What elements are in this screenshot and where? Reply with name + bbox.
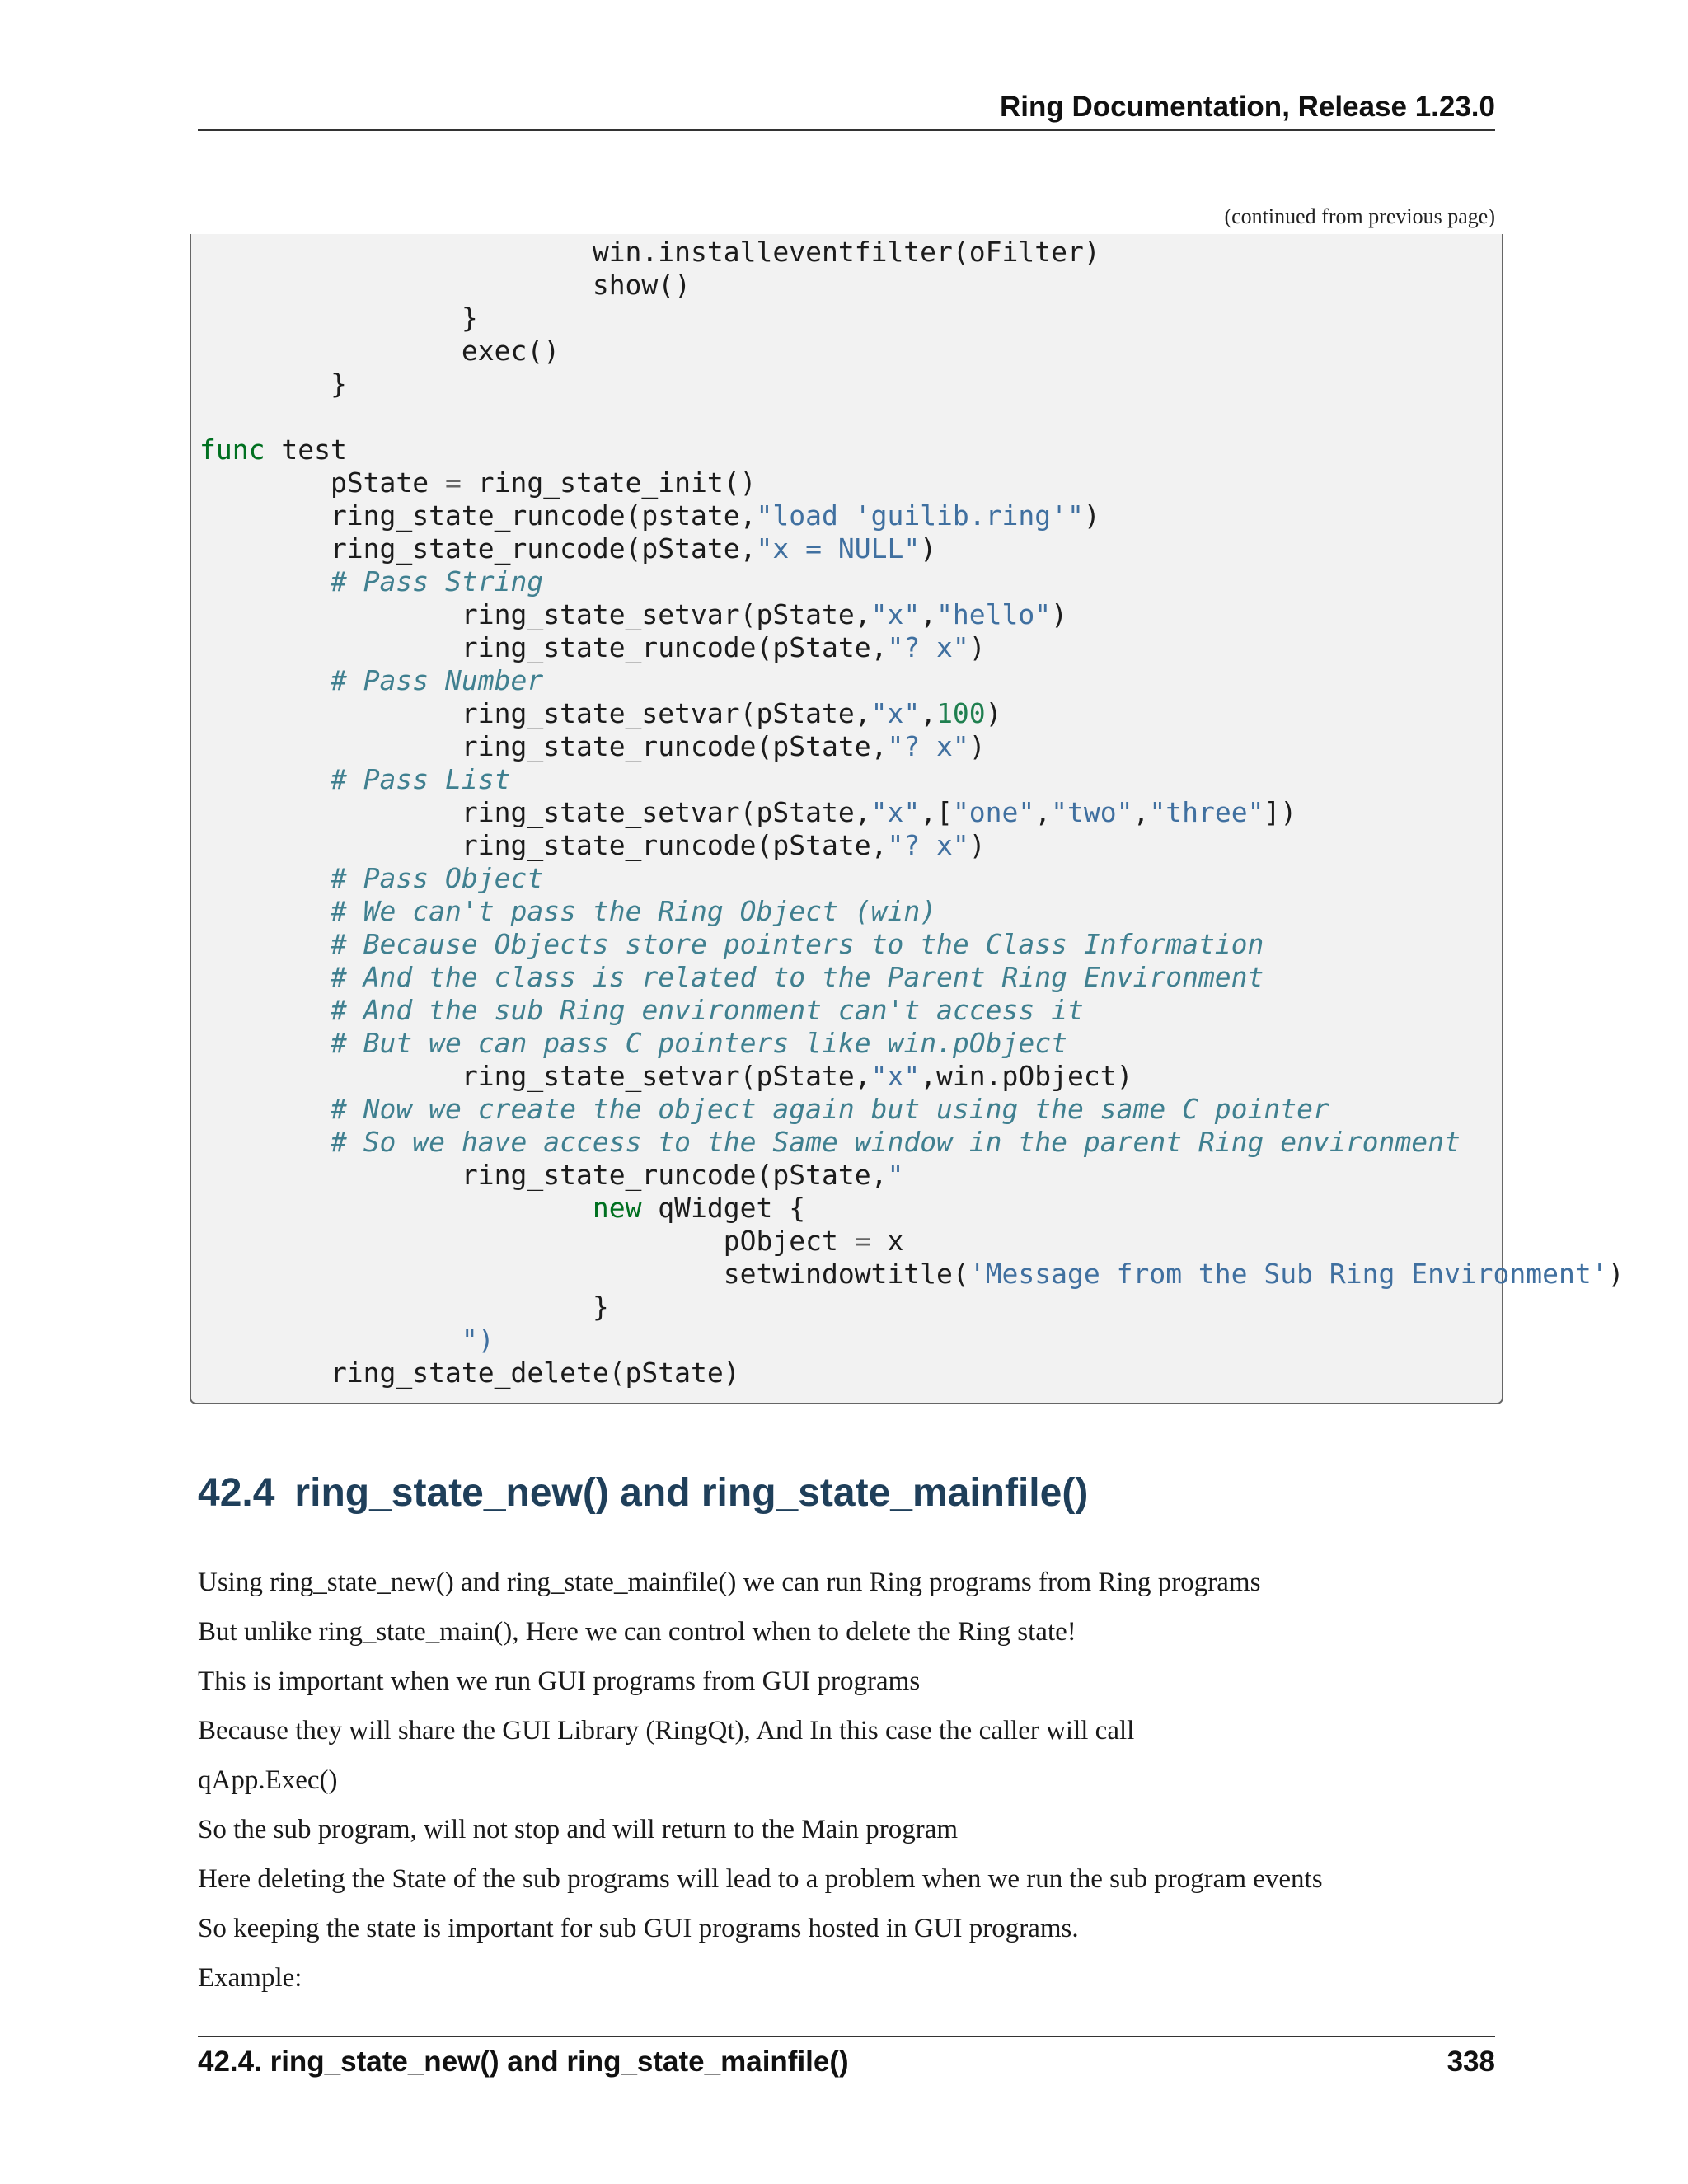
code-comment: # And the class is related to the Parent Ring Environment — [330, 961, 1264, 993]
code-line — [199, 565, 1625, 598]
code-line — [199, 631, 1625, 664]
code-text: } — [199, 302, 478, 334]
code-text — [199, 862, 331, 894]
section-number: 42.4 — [198, 1471, 275, 1515]
code-number: 100 — [936, 697, 986, 729]
code-string: "load 'guilib.ring'" — [756, 499, 1084, 532]
code-line — [199, 1357, 1625, 1390]
code-text: ) — [1051, 598, 1068, 630]
paragraph: Using ring_state_new() and ring_state_mainfile() we can run Ring programs from Ring programs — [198, 1568, 1261, 1597]
code-line — [199, 269, 1625, 302]
code-text: ring_state_init() — [461, 466, 757, 499]
code-string: "? x" — [887, 730, 969, 762]
code-line — [199, 1027, 1625, 1060]
code-string: "x" — [870, 1060, 921, 1092]
code-text: ring_state_runcode(pState, — [199, 829, 888, 861]
code-comment: # So we have access to the Same window in the parent Ring environment — [330, 1126, 1461, 1158]
code-text: show() — [199, 269, 692, 301]
code-text: qWidget { — [641, 1192, 806, 1224]
code-text — [199, 1093, 331, 1125]
code-line — [199, 994, 1625, 1027]
code-line — [199, 664, 1625, 697]
paragraph: Because they will share the GUI Library (RingQt), And In this case the caller will call — [198, 1716, 1135, 1746]
code-text: ring_state_runcode(pState, — [199, 1159, 888, 1191]
paragraph: Here deleting the State of the sub programs will lead to a problem when we run the sub program events — [198, 1864, 1323, 1894]
code-string: "three" — [1149, 796, 1264, 828]
code-comment: # Now we create the object again but using the same C pointer — [330, 1093, 1329, 1125]
paragraph: This is important when we run GUI programs from GUI programs — [198, 1666, 921, 1696]
code-text: pObject — [199, 1225, 855, 1257]
section-heading — [198, 1470, 1088, 1516]
code-string: "? x" — [887, 631, 969, 663]
code-line — [199, 1126, 1625, 1159]
paragraph: So the sub program, will not stop and will return to the Main program — [198, 1815, 959, 1844]
code-keyword: func — [199, 434, 265, 466]
footer-rule — [198, 2036, 1495, 2037]
paragraph: Example: — [198, 1963, 302, 1993]
code-line — [199, 598, 1625, 631]
code-comment: # Pass Number — [330, 664, 544, 696]
code-string: 'Message from the Sub Ring Environment' — [968, 1258, 1608, 1290]
code-text: , — [920, 697, 937, 729]
code-text — [199, 1324, 462, 1356]
code-line — [199, 895, 1625, 928]
code-text: win.installeventfilter(oFilter) — [199, 236, 1100, 268]
code-text: , — [920, 598, 937, 630]
code-text — [199, 763, 331, 795]
code-string: "x = NULL" — [756, 532, 921, 565]
code-text — [199, 1126, 331, 1158]
code-text — [199, 565, 331, 598]
header-rule — [198, 129, 1495, 131]
code-text: test — [265, 434, 347, 466]
code-line — [199, 499, 1625, 532]
code-line — [199, 1159, 1625, 1192]
code-line — [199, 697, 1625, 730]
code-text: ring_state_runcode(pState, — [199, 532, 757, 565]
code-text — [199, 1192, 593, 1224]
code-line — [199, 302, 1625, 335]
code-line — [199, 796, 1625, 829]
code-string: "x" — [870, 796, 921, 828]
code-text: ring_state_setvar(pState, — [199, 1060, 871, 1092]
code-text: ,win.pObject) — [920, 1060, 1133, 1092]
code-line — [199, 335, 1625, 368]
code-line — [199, 829, 1625, 862]
code-text: ) — [920, 532, 937, 565]
code-comment: # But we can pass C pointers like win.pObject — [330, 1027, 1067, 1059]
code-text: , — [1132, 796, 1150, 828]
code-text: ring_state_runcode(pstate, — [199, 499, 757, 532]
page-number: 338 — [1447, 2046, 1495, 2078]
code-text: ring_state_delete(pState) — [199, 1357, 740, 1389]
code-keyword: new — [592, 1192, 642, 1224]
code-line — [199, 763, 1625, 796]
running-header: Ring Documentation, Release 1.23.0 — [999, 91, 1495, 123]
code-line — [199, 1225, 1625, 1258]
code-operator: = — [445, 466, 462, 499]
code-text: ]) — [1264, 796, 1297, 828]
code-text: ) — [968, 829, 986, 861]
code-comment: # Pass List — [330, 763, 511, 795]
code-comment: # Because Objects store pointers to the Class Information — [330, 928, 1264, 960]
code-text — [199, 994, 331, 1026]
code-string: "? x" — [887, 829, 969, 861]
code-line — [199, 1093, 1625, 1126]
code-line — [199, 434, 1625, 466]
code-text: setwindowtitle( — [199, 1258, 969, 1290]
paragraph: So keeping the state is important for sub GUI programs hosted in GUI programs. — [198, 1914, 1079, 1943]
code-line — [199, 236, 1625, 269]
code-line — [199, 1324, 1625, 1357]
code-line — [199, 961, 1625, 994]
code-line — [199, 368, 1625, 401]
code-text — [199, 895, 331, 927]
code-text — [199, 961, 331, 993]
code-line — [199, 466, 1625, 499]
code-text: } — [199, 1291, 609, 1323]
code-comment: # And the sub Ring environment can't access it — [330, 994, 1084, 1026]
code-line — [199, 401, 1625, 434]
code-string: "x" — [870, 697, 921, 729]
code-text: ) — [1083, 499, 1100, 532]
code-text — [199, 664, 331, 696]
code-line — [199, 928, 1625, 961]
code-line — [199, 1060, 1625, 1093]
code-block — [190, 234, 1625, 1404]
code-text: ring_state_setvar(pState, — [199, 796, 871, 828]
code-comment: # Pass String — [330, 565, 544, 598]
code-text: , — [1034, 796, 1052, 828]
section-title-text: ring_state_new() and ring_state_mainfile() — [294, 1471, 1089, 1515]
code-text: ) — [1607, 1258, 1625, 1290]
code-string: "two" — [1051, 796, 1133, 828]
code-text: ring_state_runcode(pState, — [199, 730, 888, 762]
code-string: "hello" — [936, 598, 1052, 630]
code-line — [199, 1192, 1625, 1225]
footer-section-label: 42.4. ring_state_new() and ring_state_mainfile() — [198, 2046, 849, 2078]
code-listing — [199, 236, 1625, 1390]
code-comment: # Pass Object — [330, 862, 544, 894]
code-text: ring_state_setvar(pState, — [199, 598, 871, 630]
code-text: ) — [968, 631, 986, 663]
code-text — [199, 1027, 331, 1059]
code-string: "x" — [870, 598, 921, 630]
continued-label: (continued from previous page) — [1224, 204, 1495, 228]
code-text: exec() — [199, 335, 560, 367]
code-operator: = — [854, 1225, 871, 1257]
code-comment: # We can't pass the Ring Object (win) — [330, 895, 937, 927]
paragraph: But unlike ring_state_main(), Here we can control when to delete the Ring state! — [198, 1617, 1076, 1647]
code-text: ring_state_runcode(pState, — [199, 631, 888, 663]
code-text: pState — [199, 466, 446, 499]
code-line — [199, 1291, 1625, 1324]
code-string: "one" — [952, 796, 1035, 828]
code-text: ,[ — [920, 796, 953, 828]
paragraph: qApp.Exec() — [198, 1765, 338, 1795]
code-text: ring_state_setvar(pState, — [199, 697, 871, 729]
code-line — [199, 532, 1625, 565]
code-text: ) — [985, 697, 1002, 729]
code-line — [199, 862, 1625, 895]
code-text — [199, 928, 331, 960]
code-line — [199, 730, 1625, 763]
code-line — [199, 1258, 1625, 1291]
code-text: } — [199, 368, 347, 400]
code-string: " — [887, 1159, 904, 1191]
code-text: ) — [968, 730, 986, 762]
code-text: x — [870, 1225, 904, 1257]
code-string: ") — [461, 1324, 495, 1356]
